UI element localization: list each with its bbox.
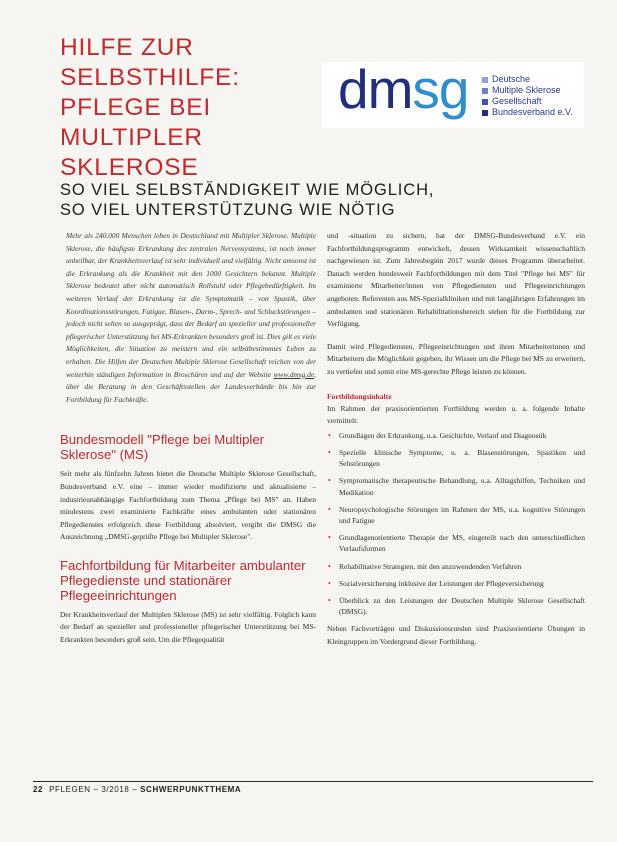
- right-paragraph-1: und -situation zu sichern, hat der DMSG-Bundesverband e.V. ein Fachfortbildungsprogramm entwickelt, dessen Wirksamkeit wissenschaftlich nachgewiesen ist. Zum Jahresbeginn 2017 wurde dieses Programm überarbeitet. Danach werden bundesweit Fachfortbildungen mit dem Titel "Pflege bei MS" für examinierte Mitarbeiter/innen von Pflegediensten und Pflegeeinrichtungen angeboten. Referenten aus MS-Spezialkliniken und mit langjährigen Erfahrungen im ambulanten und stationären Rehabilitationsbereich stehen für die Fortbildung zur Verfügung.: [327, 231, 585, 329]
- list-item-text: Spezielle klinische Symptome, u. a. Blasenstörungen, Spastiken und Sehstörungen: [339, 447, 585, 469]
- list-item: [327, 532, 585, 554]
- intro-text-end: , über die Beratung in den Geschäftsstellen der Landesverbände bis hin zur Fortbildung für Fachkräfte.: [66, 369, 316, 404]
- title-line: HILFE ZUR: [60, 34, 194, 61]
- logo-legend-label: Multiple Sklerose: [492, 85, 561, 95]
- logo-legend-label: Gesellschaft: [492, 96, 542, 106]
- article-subtitle: [60, 180, 580, 220]
- section-body-fachfortbildung: Der Krankheitsverlauf der Multiplen Sklerose (MS) ist sehr vielfältig. Folglich kann der Bedarf an spezieller und professioneller pflegerischer Unterstützung bei MS-Erkrankten besonders groß sein. Um die Pflegequalität: [60, 609, 316, 645]
- list-item: [327, 447, 585, 469]
- page-footer: [33, 781, 593, 795]
- fortbildungsinhalte-lead: Im Rahmen der praxisorientierten Fortbildung werden u. a. folgende Inhalte vermittelt:: [327, 403, 585, 426]
- list-item: [327, 475, 585, 497]
- title-line: SELBSTHILFE:: [60, 64, 240, 91]
- list-item-text: Rehabilitative Strategien, mit den anzuwendenden Verfahren: [339, 561, 522, 571]
- logo-legend-item: [482, 107, 573, 118]
- list-item-text: Symptomatische therapeutische Behandlung, u.a. Alltagshilfen, Techniken und Medikation: [339, 476, 585, 497]
- bullet-icon: •: [328, 476, 331, 486]
- closing-paragraph: Neben Fachvorträgen und Diskussionsrunden sind Praxisorientierte Übungen in Kleingruppen im Vordergrund dieser Fortbildung.: [327, 624, 585, 646]
- list-item-text: Überblick zu den Leistungen der Deutschen Multiple Sklerose Gesellschaft (DMSG).: [339, 595, 585, 617]
- square-icon: [482, 110, 488, 116]
- title-line: SKLEROSE: [60, 154, 199, 181]
- bullet-icon: •: [328, 533, 331, 543]
- intro-paragraph: [66, 230, 316, 406]
- logo-wordmark-dm: dm: [338, 58, 413, 120]
- list-item: [327, 595, 585, 617]
- list-item-text: Grundlagen der Erkrankung, u.a. Geschichte, Verlauf und Diagnostik: [339, 430, 547, 440]
- logo-legend-item: [482, 96, 573, 107]
- right-paragraph-2: Damit wird Pflegediensten, Pflegeeinrichtungen und ihren Mitarbeiterinnen und Mitarbeitern die Möglichkeit gegeben, ihr Wissen um die Pflege bei MS zu erweitern, zu vertiefen und somit eine MS-gerechte Pflege leisten zu können.: [327, 341, 585, 376]
- title-line: MULTIPLER: [60, 124, 203, 151]
- logo-legend-item: [482, 74, 573, 85]
- fortbildungsinhalte-heading: Fortbildungsinhalte: [327, 391, 392, 401]
- footer-text: PFLEGEN – 3/2018 –: [49, 785, 141, 794]
- list-item-text: Grundlagenorientierte Therapie der MS, eingeteilt nach den unterschiedlichen Verlaufsformen: [339, 533, 585, 554]
- bullet-icon: •: [328, 595, 331, 605]
- right-column: [327, 230, 585, 649]
- logo-wordmark-sg: sg: [412, 58, 469, 120]
- left-column: [60, 230, 316, 647]
- bullet-icon: •: [328, 447, 331, 457]
- list-item-text: Neuropsychologische Störungen im Rahmen der MS, u.a. kognitive Störungen und Fatigue: [339, 504, 585, 525]
- logo-legend-label: Deutsche: [492, 74, 531, 84]
- bullet-icon: •: [328, 578, 331, 588]
- bullet-icon: •: [328, 430, 331, 440]
- subtitle-line: SO VIEL SELBSTÄNDIGKEIT WIE MÖGLICH,: [60, 181, 435, 199]
- page-number: 22: [33, 785, 44, 794]
- square-icon: [482, 88, 488, 94]
- list-item: [327, 504, 585, 526]
- list-item: [327, 578, 585, 589]
- section-heading-fachfortbildung: Fachfortbildung für Mitarbeiter ambulanter Pflegedienste und stationärer Pflegeeinrichtungen: [60, 557, 306, 603]
- subtitle-line: SO VIEL UNTERSTÜTZUNG WIE NÖTIG: [60, 201, 396, 219]
- square-icon: [482, 77, 488, 83]
- list-item: [327, 430, 585, 441]
- footer-topic: SCHWERPUNKTTHEMA: [140, 785, 242, 794]
- logo-legend-label: Bundesverband e.V.: [492, 107, 573, 117]
- list-item: [327, 561, 585, 572]
- bullet-icon: •: [328, 561, 331, 571]
- bullet-icon: •: [328, 504, 331, 514]
- section-heading-bundesmodell: Bundesmodell "Pflege bei Multipler Sklerose" (MS): [60, 432, 265, 463]
- content-bullet-list: [327, 430, 585, 618]
- section-body-bundesmodell: Seit mehr als fünfzehn Jahren bietet die Deutsche Multiple Sklerose Gesellschaft, Bundesverband e.V. eine – immer wieder modifizierte und aktualisierte – industrieunabhängige Fachfortbildung zum Thema „Pflege bei MS" an. Haben mindestens zwei examinierte Fachkräfte eines ambulanten oder stationären Pflegedienstes erfolgreich diese Fortbildung absolviert, vergibt die DMSG die Auszeichnung „DMSG-geprüfte Pflege bei Multipler Sklerose".: [60, 469, 316, 542]
- intro-text: Mehr als 240.000 Menschen leben in Deutschland mit Multipler Sklerose. Multiple Sklerose, die häufigste Erkrankung des zentralen Nervensystems, ist noch immer unheilbar, der Krankheitsverlauf ist sehr individuell und vielfältig. Nicht umsonst ist die Erkrankung als die Krankheit mit den 1000 Gesichtern bekannt. Multiple Sklerose bedeutet aber nicht automatisch Rollstuhl oder Pflegebedürftigkeit. Im weiteren Verlauf der Erkrankung ist die Symptomatik – von Spastik, über Koordinationsstörungen, Fatigue, Blasen-, Darm-, Sprech- und Schluckstörungen – jedoch nicht selten so ausgeprägt, dass der Bedarf an spezieller und professioneller pflegerischer Unterstützung bei MS-Erkrankten besonders groß ist. Dies gilt es viele Möglichkeiten, die Situation zu meistern und ein selbstbestimmtes Leben zu erhalten. Die Hilfen der Deutschen Multiple Sklerose Gesellschaft reichen von der weiterhin ständigen Information in Broschüren und auf der Website: [66, 231, 316, 379]
- article-title: [60, 33, 310, 183]
- square-icon: [482, 99, 488, 105]
- dmsg-logo: [322, 58, 584, 128]
- logo-wordmark: [338, 56, 469, 122]
- logo-legend-item: [482, 85, 573, 96]
- list-item-text: Sozialversicherung inklusive der Leistungen der Pflegeversicherung: [339, 578, 544, 588]
- website-link[interactable]: www.dmsg.de: [273, 369, 315, 379]
- title-line: PFLEGE BEI: [60, 94, 211, 121]
- logo-legend: [482, 74, 573, 118]
